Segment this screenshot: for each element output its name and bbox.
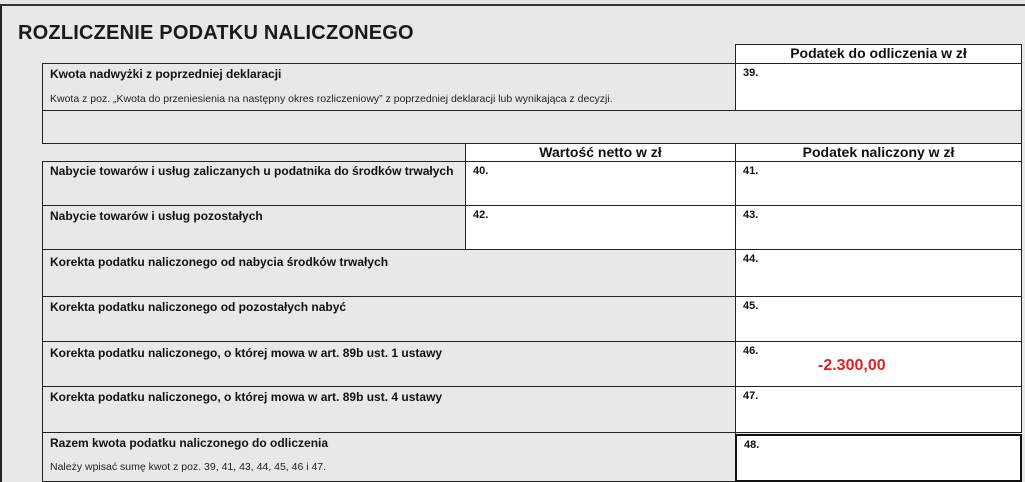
- field-number-45: 45.: [743, 300, 759, 312]
- value-46: -2.300,00: [818, 357, 886, 374]
- label-nadwyzka: Kwota nadwyżki z poprzedniej deklaracji: [50, 67, 282, 81]
- label-korekta-89b-1: Korekta podatku naliczonego, o której mowa w art. 89b ust. 1 ustawy: [50, 346, 443, 360]
- field-number-41: 41.: [743, 165, 759, 177]
- header-podatek-naliczony: Podatek naliczony w zł: [735, 143, 1022, 162]
- field-number-42: 42.: [473, 209, 489, 221]
- section-title: ROZLICZENIE PODATKU NALICZONEGO: [18, 22, 414, 44]
- field-number-40: 40.: [473, 165, 489, 177]
- field-number-44: 44.: [743, 253, 759, 265]
- sub-razem: Należy wpisać sumę kwot z poz. 39, 41, 43, 44, 45, 46 i 47.: [50, 461, 327, 473]
- field-43[interactable]: [735, 205, 1022, 250]
- field-number-39: 39.: [743, 67, 759, 79]
- header-wartosc-netto: Wartość netto w zł: [465, 143, 736, 162]
- field-40[interactable]: [465, 161, 736, 206]
- field-number-43: 43.: [743, 209, 759, 221]
- field-number-47: 47.: [743, 390, 759, 402]
- header-podatek-do-odliczenia: Podatek do odliczenia w zł: [735, 44, 1022, 64]
- label-korekta-89b-4: Korekta podatku naliczonego, o której mowa w art. 89b ust. 4 ustawy: [50, 390, 443, 404]
- field-44[interactable]: [735, 249, 1022, 297]
- label-pozostale: Nabycie towarów i usług pozostałych: [50, 209, 263, 223]
- field-48[interactable]: [735, 434, 1022, 482]
- field-47[interactable]: [735, 386, 1022, 433]
- field-number-46: 46.: [743, 345, 759, 357]
- label-korekta-srodki: Korekta podatku naliczonego od nabycia środków trwałych: [50, 255, 389, 269]
- field-41[interactable]: [735, 161, 1022, 206]
- label-srodki-trwale: Nabycie towarów i usług zaliczanych u podatnika do środków trwałych: [50, 164, 454, 178]
- field-45[interactable]: [735, 296, 1022, 342]
- sub-nadwyzka: Kwota z poz. „Kwota do przeniesienia na następny okres rozliczeniowy” z poprzedniej deklaracji lub wynikająca z decyzji.: [50, 93, 613, 105]
- label-korekta-pozostale: Korekta podatku naliczonego od pozostałych nabyć: [50, 300, 347, 314]
- field-39[interactable]: [735, 63, 1022, 111]
- field-number-48: 48.: [744, 439, 760, 451]
- spacer-row: [42, 110, 1022, 144]
- field-42[interactable]: [465, 205, 736, 250]
- label-razem: Razem kwota podatku naliczonego do odliczenia: [50, 436, 329, 450]
